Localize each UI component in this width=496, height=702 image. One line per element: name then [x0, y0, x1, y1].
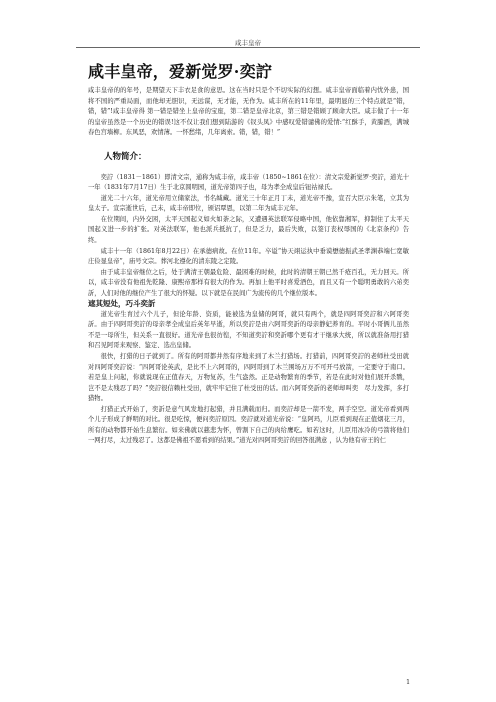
page-number: 1 — [406, 678, 411, 686]
story-paragraph: 道光帝生育过六个儿子，但论年龄、资质，能被选为皇储的阿哥，就只有两个，就是四阿哥奕詝和六阿哥奕訢。由于四阿哥奕詝的母亲孝全成皇后英年早逝，所以奕詝是由六阿哥奕訢的母亲静妃养育的。平时小哥俩儿虽然不是一母所生，但关系一直很好。道光帝也很彷徨，不知道奕詝和奕訢哪个更有才干继承大统，所以就准备用打猎和召见阿哥来观察、鉴定、选出皇储。 — [88, 310, 409, 350]
intro-paragraph: 咸丰皇帝的的年号，是期望天下丰衣足食的意思。这在当时只是个不切实际的幻想。咸丰皇帝面临着内忧外患，国将不国的严重局面，而他却无胆识，无远谋，无才能，无作为。咸丰所在的11年里，最明显的三个特点就是“错，错，错”!咸丰皇帝得 第一错是错坐上皇帝的宝座，第二错是皇帝北京，第三错是错顾了顾命大臣。咸丰做了十一年的皇帝虽然是一个历史的错误!这不仅让我们想到陆游的《钗头凤》中感叹爱错谴佛的爱情:“红酥手，黄縢酒，满城春色宫墙柳。东风恶，欢情薄。一怀愁绪，几年离索。错，错，错！” — [88, 87, 409, 137]
document-body — [88, 52, 409, 447]
story-paragraph: 很快，打猎的日子就到了。所有的阿哥都井然有序地来到了木兰打猎场。打猎前，四阿哥奕詝的老师杜受田就对四阿哥奕詝说：“四阿哥论英武，是比不上六阿哥的，四阿哥到了木兰围场万万不可开弓放箭，一定要守于南口。若是皇上问起，你就说现在正值春天，万物复苏，生气盎然。正是动物繁育的季节，若是在此时对他们展开杀戮，岂不是太残忍了吗？”奕詝很信赖杜受田，就牢牢记住了杜受田的话。而六阿哥奕訢的老师却叫奕 尽力发挥，多打猎物。 — [88, 352, 409, 403]
document-title: 咸丰皇帝，爱新觉罗·奕詝 — [88, 62, 272, 81]
story-paragraph: 打猎正式开始了，奕訢是意气风发地打起猎，并且满载而归。而奕詝却是一箭不发，两手空空。道光帝看到两个儿子形成了鲜明的对比。很是吃惊，便问奕詝原因。奕詝就对道光帝说：“皇阿玛，儿臣看到现在正值烟花三月，所有的动物都开始生息繁衍。如来佛就以慈悲为怀，曾割下自己的肉给鹰吃。如若这时，儿臣用冰冷的弓箭将他们一网打尽，太过残忍了。这都是佛祖不愿看到的结果。”道光对四阿哥奕詝的回答很满意 ，认为他有帝王的仁 — [88, 405, 409, 445]
section-heading-bio: 人物简介： — [104, 151, 147, 162]
running-header-title: 咸丰皇帝 — [235, 39, 261, 47]
section-heading-story: 遮其短处，巧斗奕訢 — [88, 299, 156, 309]
bio-paragraph: 在位期间，内外交困，太平天国起义如火如荼之际，又遭遇英法联军侵略中国，他依靠湘军，抑制住了太平天国起义进一步的扩张。对英法联军，他也派兵抵抗了，但是乏力，最后失败，以签订丧权辱国的《北京条约》告终。 — [88, 215, 409, 245]
bio-paragraph: 奕詝（1831－1861）即清文宗，通称为咸丰帝，咸丰帝（1850~1861在位）：清文宗爱新觉罗·奕詝，道光十一年（1831年7月17日）生于北京圆明园，道光帝第四子也，母为孝全成皇后钮祜禄氏。 — [88, 173, 409, 192]
bio-paragraph: 咸丰十一年（1861年8月22日）在承德病故。在位11年。卒谥“协天翊运执中垂谟懋德振武圣孝渊恭端仁宽敏庄俭显皇帝”，庙号文宗。葬河北遵化的清东陵之定陵。 — [88, 247, 409, 266]
bio-paragraph: 由于咸丰皇帝继位之后，处于满清王朝最危险、最困难的时候，此时的清朝王朝已然千疮百孔，无力回天。所以，咸丰帝没有他祖先乾隆、康熙帝那样有很大的作为。再加上他平时喜爱酒色，而且又有一个聪明勇敢的六弟奕訢，人们对他的继位产生了很大的怀疑。以下就是在民间广为流传的几个继位版本。 — [88, 268, 409, 297]
bio-paragraph: 道光二十六年，道光帝用立储家法，书名缄藏。道光三十年正月丁未，道光帝不豫，宣召大臣示朱笔，立其为皇太子。宣宗逝世后，己未，咸丰帝即位，颁诏覃恩，以第二年为咸丰元年。 — [88, 194, 409, 213]
header-divider — [76, 47, 420, 48]
page-header — [0, 0, 496, 48]
